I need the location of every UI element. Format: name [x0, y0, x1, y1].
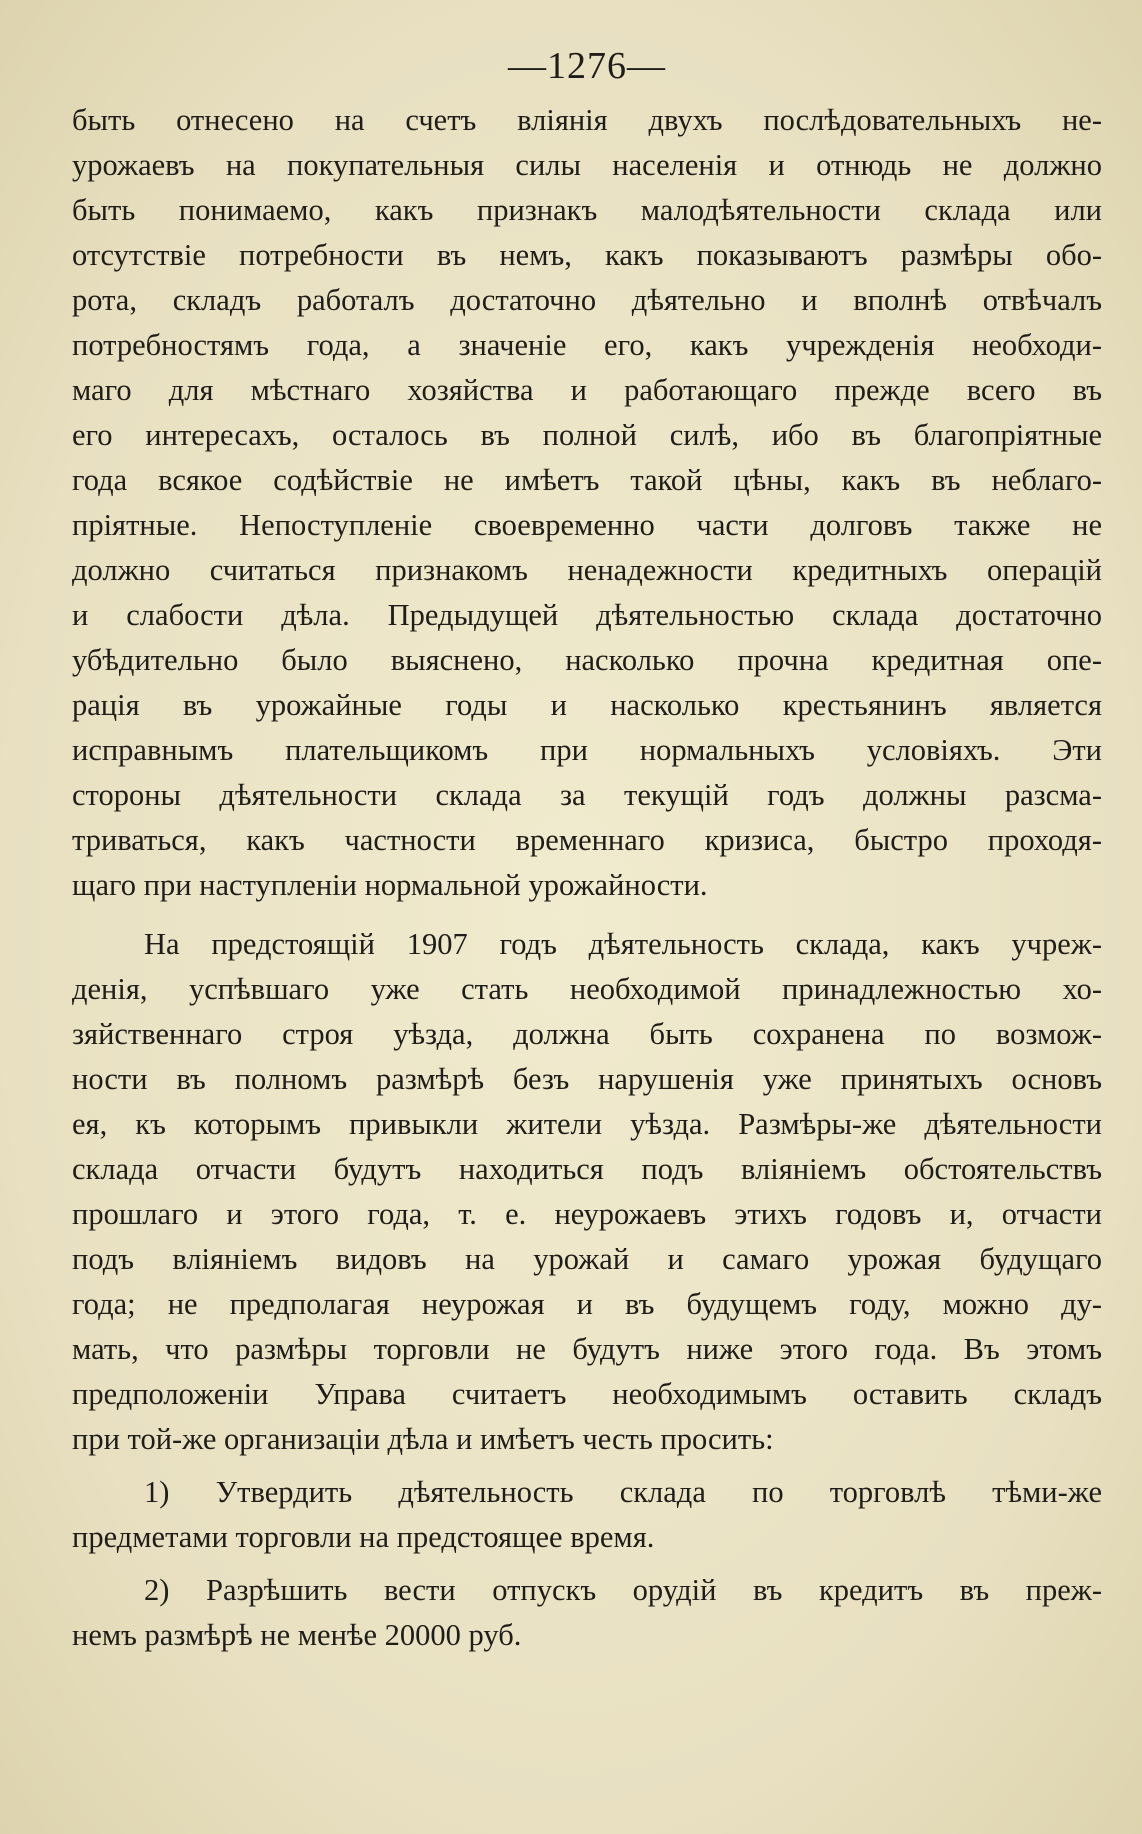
text-line: мать, что размѣры торговли не будутъ ниже этого года. Въ этомъ	[72, 1332, 1102, 1366]
text-line: триваться, какъ частности временнаго кризиса, быстро проходя-	[72, 823, 1102, 857]
text-line: ности въ полномъ размѣрѣ безъ нарушенiя уже принятыхъ основъ	[72, 1062, 1102, 1096]
text-line: урожаевъ на покупательныя силы населенiя и отнюдь не должно	[72, 148, 1102, 182]
text-line: маго для мѣстнаго хозяйства и работающаго прежде всего въ	[72, 373, 1102, 407]
text-line: быть понимаемо, какъ признакъ малодѣятельности склада или	[72, 193, 1102, 227]
text-line: его интересахъ, осталось въ полной силѣ, ибо въ благопрiятные	[72, 418, 1102, 452]
text-line: рота, складъ работалъ достаточно дѣятельно и вполнѣ отвѣчалъ	[72, 283, 1102, 317]
text-line: немъ размѣрѣ не менѣе 20000 руб.	[72, 1618, 522, 1652]
paragraph-2	[72, 922, 1102, 1462]
paragraph-spacer	[72, 1560, 1102, 1568]
page-number: —1276—	[508, 45, 666, 87]
text-line: стороны дѣятельности склада за текущiй годъ должны разсма-	[72, 778, 1102, 812]
text-line: года всякое содѣйствiе не имѣетъ такой цѣны, какъ въ неблаго-	[72, 463, 1102, 497]
text-line: На предстоящiй 1907 годъ дѣятельность склада, какъ учреж-	[144, 927, 1102, 961]
text-line: быть отнесено на счетъ влiянiя двухъ послѣдовательныхъ не-	[72, 103, 1102, 137]
text-line: щаго при наступленiи нормальной урожайности.	[72, 868, 708, 902]
text-line: прiятные. Непоступленiе своевременно части долговъ также не	[72, 508, 1102, 542]
paragraph-spacer	[72, 908, 1102, 922]
text-line: склада отчасти будутъ находиться подъ влiянiемъ обстоятельствъ	[72, 1152, 1102, 1186]
text-line: 2) Разрѣшить вести отпускъ орудiй въ кредитъ въ преж-	[144, 1573, 1102, 1607]
text-line: 1) Утвердить дѣятельность склада по торговлѣ тѣми-же	[144, 1475, 1102, 1509]
text-line: предметами торговли на предстоящее время.	[72, 1520, 655, 1554]
text-line: потребностямъ года, а значенiе его, какъ учрежденiя необходи-	[72, 328, 1102, 362]
text-line: денiя, успѣвшаго уже стать необходимой принадлежностью хо-	[72, 972, 1102, 1006]
text-line: убѣдительно было выяснено, насколько прочна кредитная опе-	[72, 643, 1102, 677]
text-line: прошлаго и этого года, т. е. неурожаевъ этихъ годовъ и, отчасти	[72, 1197, 1102, 1231]
text-line: и слабости дѣла. Предыдущей дѣятельностью склада достаточно	[72, 598, 1102, 632]
text-line: предположенiи Управа считаетъ необходимымъ оставить складъ	[72, 1377, 1102, 1411]
text-line: при той-же организацiи дѣла и имѣетъ честь просить:	[72, 1422, 774, 1456]
text-line: исправнымъ плательщикомъ при нормальныхъ условiяхъ. Эти	[72, 733, 1102, 767]
list-item-2	[72, 1568, 1102, 1658]
text-line: подъ влiянiемъ видовъ на урожай и самаго урожая будущаго	[72, 1242, 1102, 1276]
list-item-1	[72, 1470, 1102, 1560]
paragraph-spacer	[72, 1462, 1102, 1470]
text-line: года; не предполагая неурожая и въ будущемъ году, можно ду-	[72, 1287, 1102, 1321]
text-line: рацiя въ урожайные годы и насколько крестьянинъ является	[72, 688, 1102, 722]
paragraph-1	[72, 98, 1102, 908]
text-line: зяйственнаго строя уѣзда, должна быть сохранена по возмож-	[72, 1017, 1102, 1051]
text-line: должно считаться признакомъ ненадежности кредитныхъ операцiй	[72, 553, 1102, 587]
text-line: отсутствiе потребности въ немъ, какъ показываютъ размѣры обо-	[72, 238, 1102, 272]
text-line: ея, къ которымъ привыкли жители уѣзда. Размѣры-же дѣятельности	[72, 1107, 1102, 1141]
